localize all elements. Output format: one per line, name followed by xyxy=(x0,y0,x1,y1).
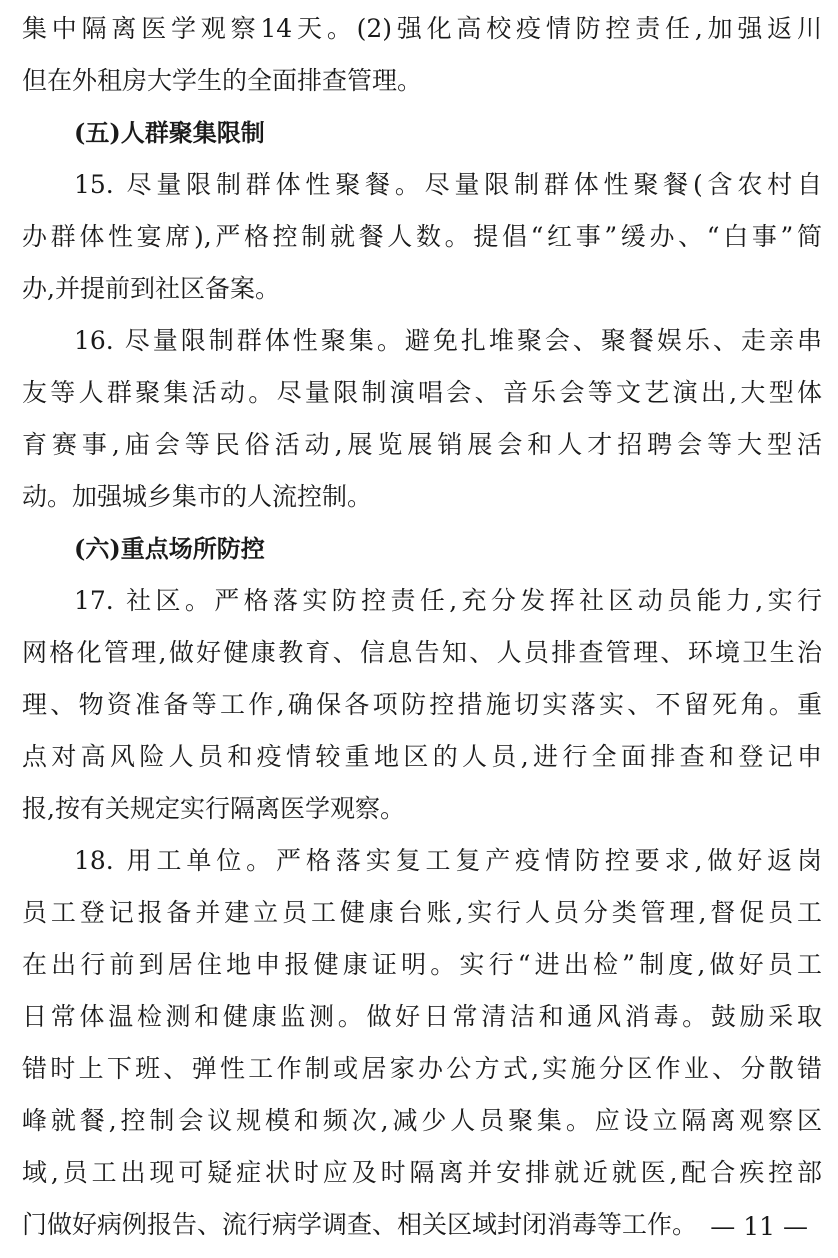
section-heading: (六)重点场所防控 xyxy=(74,534,265,563)
text-line: 15. 尽量限制群体性聚餐。尽量限制群体性聚餐(含农村自 xyxy=(74,170,822,199)
text-line: 网格化管理,做好健康教育、信息告知、人员排查管理、环境卫生治 xyxy=(22,638,822,667)
text-line: 集中隔离医学观察14天。(2)强化高校疫情防控责任,加强返川 xyxy=(22,14,822,43)
text-line: 报,按有关规定实行隔离医学观察。 xyxy=(22,794,405,823)
page-number: — 11 — xyxy=(710,1212,808,1241)
text-line: 办群体性宴席),严格控制就餐人数。提倡“红事”缓办、“白事”简 xyxy=(22,222,822,251)
text-line: 域,员工出现可疑症状时应及时隔离并安排就近就医,配合疾控部 xyxy=(22,1158,822,1187)
text-line: 点对高风险人员和疫情较重地区的人员,进行全面排查和登记申 xyxy=(22,742,822,771)
text-line: 办,并提前到社区备案。 xyxy=(22,274,280,303)
text-line: 17. 社区。严格落实防控责任,充分发挥社区动员能力,实行 xyxy=(74,586,822,615)
text-line: 理、物资准备等工作,确保各项防控措施切实落实、不留死角。重 xyxy=(22,690,822,719)
text-line: 18. 用工单位。严格落实复工复产疫情防控要求,做好返岗 xyxy=(74,846,822,875)
section-heading: (五)人群聚集限制 xyxy=(74,118,265,147)
text-line: 门做好病例报告、流行病学调查、相关区域封闭消毒等工作。 xyxy=(22,1210,698,1239)
text-line: 错时上下班、弹性工作制或居家办公方式,实施分区作业、分散错 xyxy=(22,1054,822,1083)
text-line: 在出行前到居住地申报健康证明。实行“进出检”制度,做好员工 xyxy=(22,950,822,979)
text-line: 但在外租房大学生的全面排查管理。 xyxy=(22,66,423,95)
text-line: 16. 尽量限制群体性聚集。避免扎堆聚会、聚餐娱乐、走亲串 xyxy=(74,326,822,355)
text-line: 友等人群聚集活动。尽量限制演唱会、音乐会等文艺演出,大型体 xyxy=(22,378,822,407)
text-line: 日常体温检测和健康监测。做好日常清洁和通风消毒。鼓励采取 xyxy=(22,1002,822,1031)
text-line: 峰就餐,控制会议规模和频次,减少人员聚集。应设立隔离观察区 xyxy=(22,1106,822,1135)
text-line: 员工登记报备并建立员工健康台账,实行人员分类管理,督促员工 xyxy=(22,898,822,927)
text-line: 育赛事,庙会等民俗活动,展览展销展会和人才招聘会等大型活 xyxy=(22,430,822,459)
text-line: 动。加强城乡集市的人流控制。 xyxy=(22,482,373,511)
